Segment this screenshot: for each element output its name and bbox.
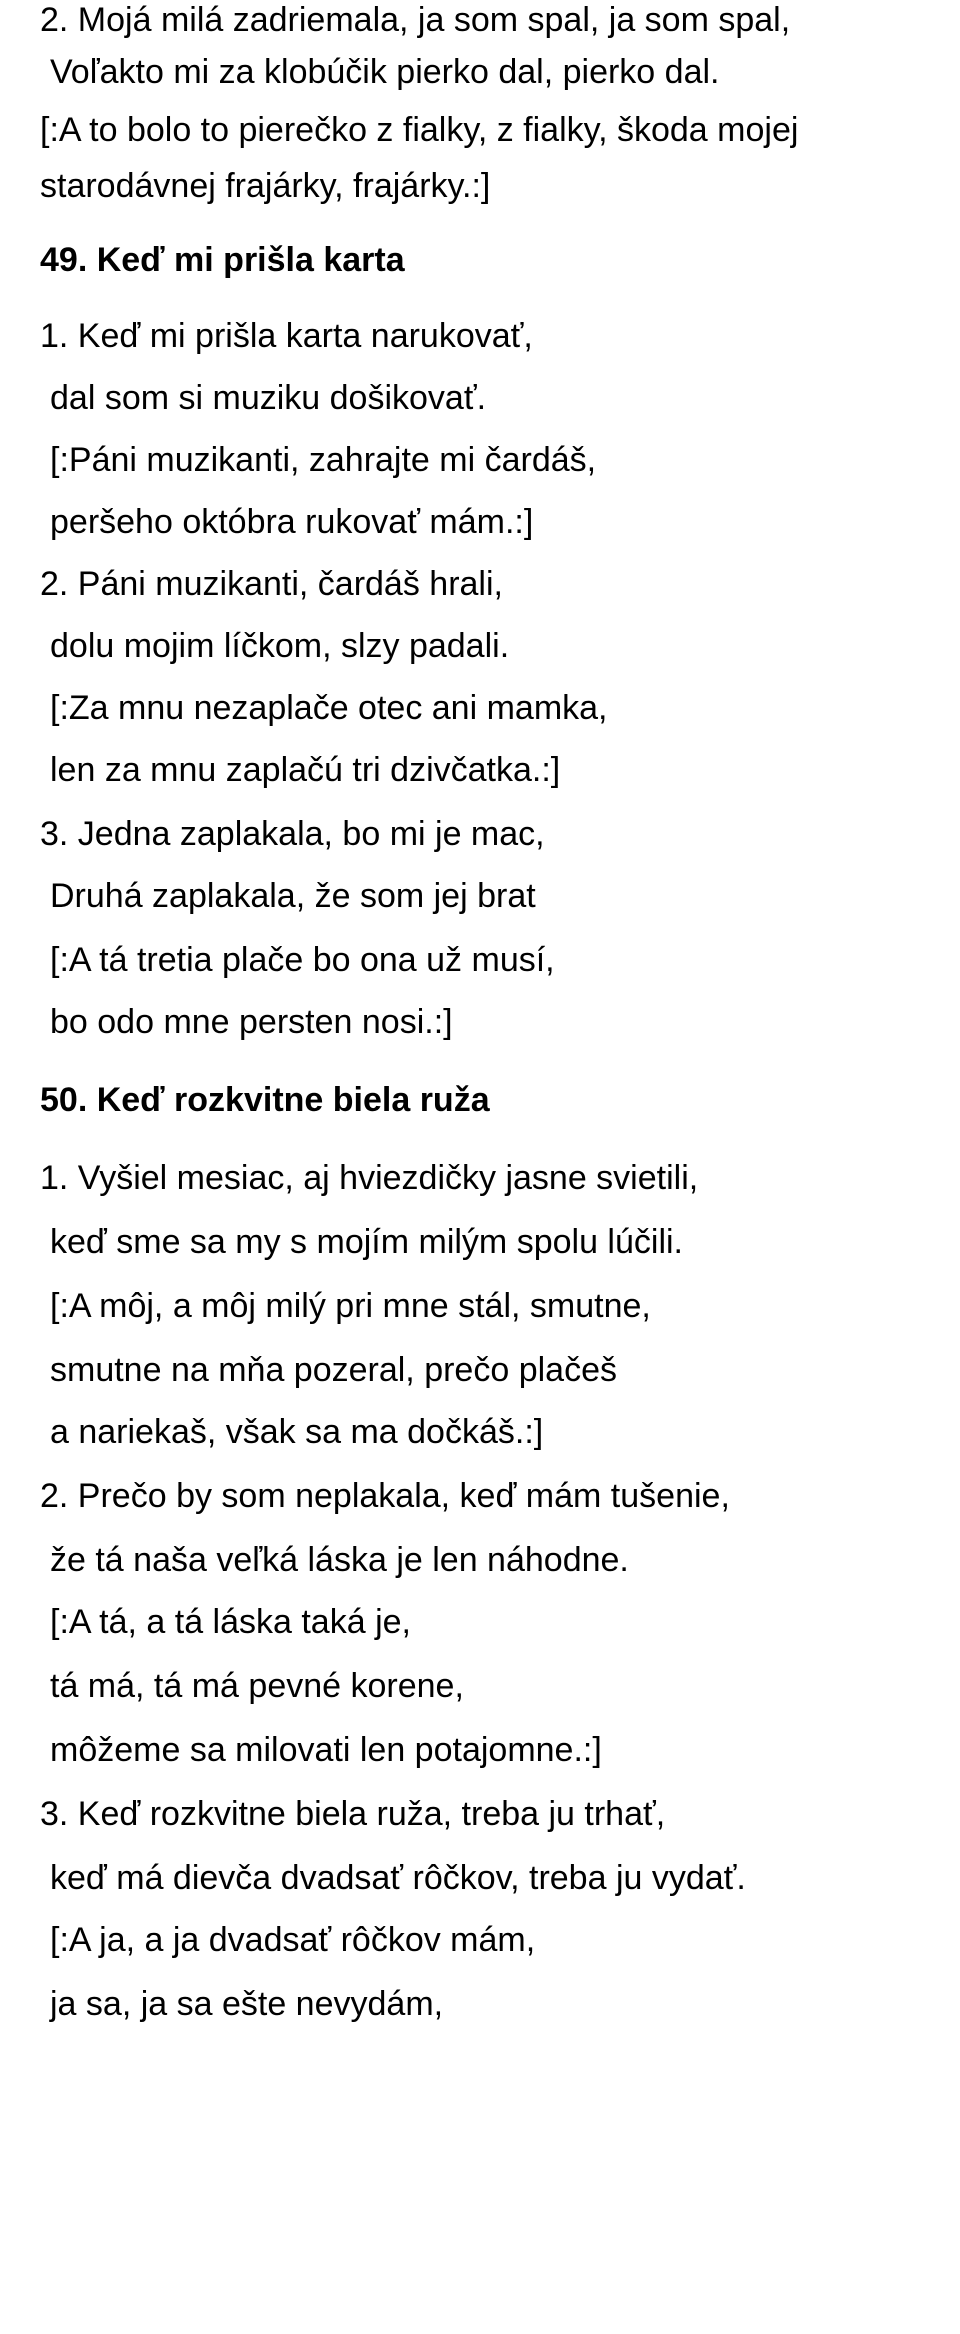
stanza-line: [:A to bolo to pierečko z fialky, z fialky, škoda mojej — [40, 111, 799, 149]
song-title: 50. Keď rozkvitne biela ruža — [40, 1081, 490, 1119]
stanza-line: a nariekaš, však sa ma dočkáš.:] — [50, 1413, 544, 1451]
stanza-line: že tá naša veľká láska je len náhodne. — [50, 1541, 629, 1579]
stanza-line: [:Páni muzikanti, zahrajte mi čardáš, — [50, 441, 597, 479]
stanza-line: dal som si muziku došikovať. — [50, 379, 487, 417]
stanza-line: [:A tá tretia plače bo ona už musí, — [50, 941, 555, 979]
stanza-line: 2. Páni muzikanti, čardáš hrali, — [40, 565, 503, 603]
stanza-line: bo odo mne persten nosi.:] — [50, 1003, 453, 1041]
stanza-line: ja sa, ja sa ešte nevydám, — [50, 1985, 444, 2023]
stanza-line: keď sme sa my s mojím milým spolu lúčili. — [50, 1223, 684, 1261]
stanza-line: 2. Mojá milá zadriemala, ja som spal, ja som spal, — [40, 1, 791, 39]
stanza-line: [:A môj, a môj milý pri mne stál, smutne, — [50, 1287, 651, 1325]
stanza-line: Voľakto mi za klobúčik pierko dal, pierko dal. — [50, 53, 720, 91]
stanza-line: 3. Keď rozkvitne biela ruža, treba ju trhať, — [40, 1795, 666, 1833]
stanza-line: starodávnej frajárky, frajárky.:] — [40, 167, 491, 205]
stanza-line: smutne na mňa pozeral, prečo plačeš — [50, 1351, 617, 1389]
stanza-line: môžeme sa milovati len potajomne.:] — [50, 1731, 602, 1769]
stanza-line: [:Za mnu nezaplače otec ani mamka, — [50, 689, 608, 727]
stanza-line: dolu mojim líčkom, slzy padali. — [50, 627, 510, 665]
song-title: 49. Keď mi prišla karta — [40, 241, 405, 279]
stanza-line: 3. Jedna zaplakala, bo mi je mac, — [40, 815, 545, 853]
stanza-line: [:A ja, a ja dvadsať rôčkov mám, — [50, 1921, 536, 1959]
stanza-line: 1. Keď mi prišla karta narukovať, — [40, 317, 533, 355]
stanza-line: 2. Prečo by som neplakala, keď mám tušenie, — [40, 1477, 730, 1515]
stanza-line: peršeho októbra rukovať mám.:] — [50, 503, 534, 541]
stanza-line: 1. Vyšiel mesiac, aj hviezdičky jasne svietili, — [40, 1159, 699, 1197]
stanza-line: Druhá zaplakala, že som jej brat — [50, 877, 536, 915]
stanza-line: keď má dievča dvadsať rôčkov, treba ju vydať. — [50, 1859, 746, 1897]
stanza-line: len za mnu zaplačú tri dzivčatka.:] — [50, 751, 561, 789]
stanza-line: tá má, tá má pevné korene, — [50, 1667, 464, 1705]
stanza-line: [:A tá, a tá láska taká je, — [50, 1603, 411, 1641]
